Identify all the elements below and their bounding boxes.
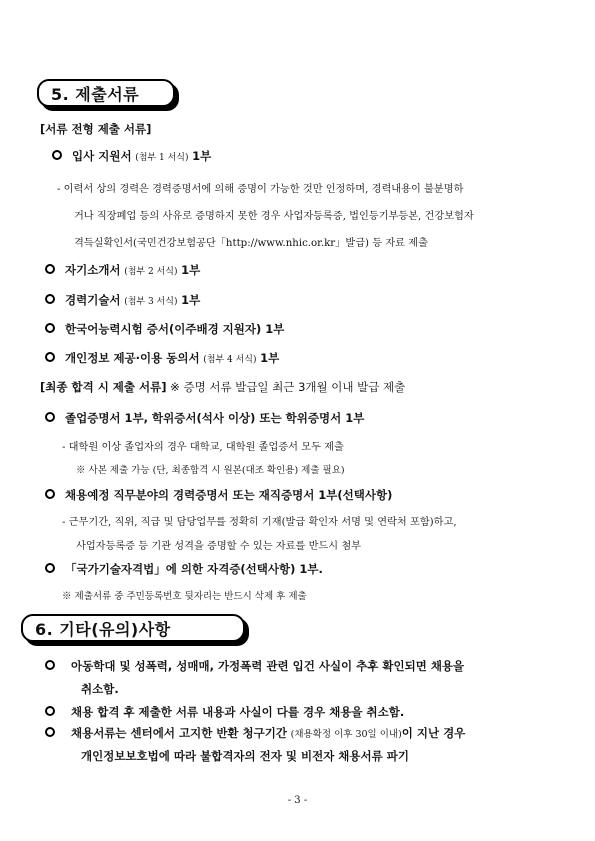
circle-bullet-icon — [45, 727, 55, 737]
application-form-item: 입사 지원서 (첨부 1 서식) 1부 — [52, 148, 211, 164]
privacy-consent-item: 개인정보 제공·이용 동의서 (첨부 4 서식) 1부 — [45, 350, 279, 366]
graduation-note-1: - 대학원 이상 졸업자의 경우 대학교, 대학원 졸업증서 모두 제출 — [62, 442, 344, 453]
circle-bullet-icon — [45, 323, 55, 333]
employment-cert-item: 채용예정 직무분야의 경력증명서 또는 재직증명서 1부(선택사항) — [45, 487, 392, 503]
graduation-item: 졸업증명서 1부, 학위증서(석사 이상) 또는 학위증명서 1부 — [45, 410, 364, 426]
graduation-note-2: ※ 사본 제출 가능 (단, 최종합격 시 원본(대조 확인용) 제출 필요) — [76, 465, 345, 476]
final-docs-note: ※ 증명 서류 발급일 최근 3개월 이내 발급 제출 — [170, 380, 406, 394]
notice-item-3-cont: 개인정보보호법에 따라 불합격자의 전자 및 비전자 채용서류 파기 — [81, 749, 409, 763]
circle-bullet-icon — [52, 150, 62, 160]
resident-number-note: ※ 제출서류 중 주민등록번호 뒷자리는 반드시 삭제 후 제출 — [62, 591, 307, 602]
circle-bullet-icon — [45, 563, 55, 573]
circle-bullet-icon — [45, 294, 55, 304]
circle-bullet-icon — [45, 706, 55, 716]
application-note-1: - 이력서 상의 경력은 경력증명서에 의해 증명이 가능한 것만 인정하며, 경력내용이 불분명하 — [57, 184, 464, 195]
section-6-title — [21, 614, 245, 642]
notice-item-1-cont: 취소함. — [81, 682, 119, 696]
notice-item-1: 아동학대 및 성폭력, 성매매, 가정폭력 관련 입건 사실이 추후 확인되면 채용을 — [45, 658, 464, 674]
korean-test-item: 한국어능력시험 증서(이주배경 지원자) 1부 — [45, 321, 284, 337]
application-note-2: 거나 직장폐업 등의 사유로 증명하지 못한 경우 사업자등록증, 법인등기부등본, 건강보험자 — [74, 211, 474, 222]
employment-note-2: 사업자등록증 등 기관 성격을 증명할 수 있는 자료를 반드시 첨부 — [76, 541, 362, 552]
circle-bullet-icon — [45, 489, 55, 499]
notice-item-2: 채용 합격 후 제출한 서류 내용과 사실이 다를 경우 채용을 취소함. — [45, 704, 404, 720]
license-item: 「국가기술자격법」에 의한 자격증(선택사항) 1부. — [45, 561, 323, 577]
section-5-title-text: 5. 제출서류 — [51, 84, 140, 104]
circle-bullet-icon — [45, 412, 55, 422]
application-note-3: 격득실확인서(국민건강보험공단「http://www.nhic.or.kr」발급) 등 자료 제출 — [74, 238, 428, 249]
career-description-item: 경력기술서 (첨부 3 서식) 1부 — [45, 292, 200, 308]
circle-bullet-icon — [45, 352, 55, 362]
circle-bullet-icon — [45, 660, 55, 670]
section-6-title-text: 6. 기타(유의)사항 — [35, 619, 171, 639]
employment-note-1: - 근무기간, 직위, 직급 및 담당업무를 정확히 기재(발급 확인자 서명 및 연락처 포함)하고, — [62, 517, 457, 528]
page-number: - 3 - — [287, 795, 308, 806]
circle-bullet-icon — [45, 264, 55, 274]
screening-docs-header: [서류 전형 제출 서류] — [40, 122, 152, 136]
section-5-title — [37, 79, 175, 107]
notice-item-3: 채용서류는 센터에서 고지한 반환 청구기간 (채용확정 이후 30일 이내)이 지난 경우 — [45, 725, 465, 741]
final-docs-header: [최종 합격 시 제출 서류] — [40, 380, 167, 394]
final-docs-header-line — [40, 379, 405, 395]
self-intro-item: 자기소개서 (첨부 2 서식) 1부 — [45, 262, 200, 278]
